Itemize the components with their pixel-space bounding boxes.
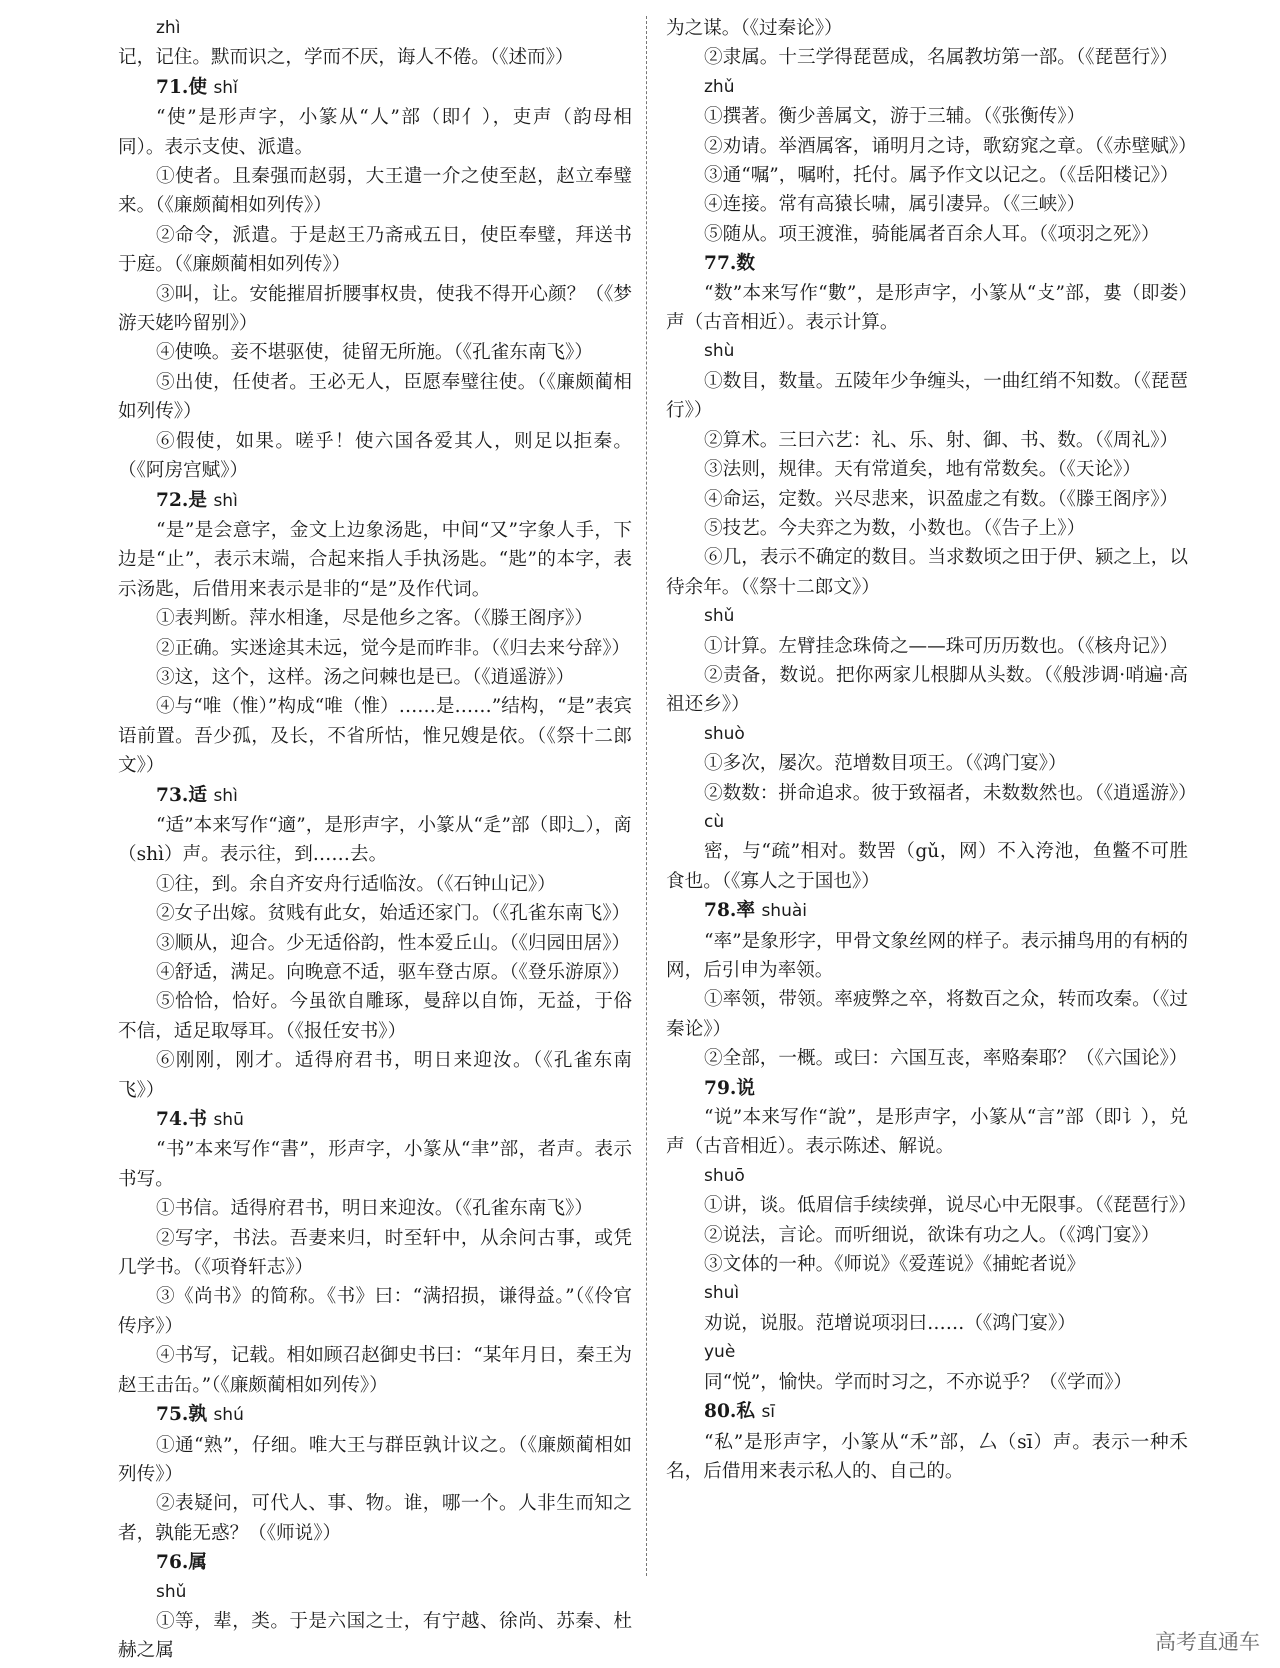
definition-line: ①等，辈，类。于是六国之士，有宁越、徐尚、苏秦、杜赫之属 <box>118 1610 632 1662</box>
pinyin-line: zhì <box>156 18 181 38</box>
entry-heading <box>118 1105 632 1135</box>
definition-line: “私”是形声字，小篆从“禾”部，厶（sī）声。表示一种禾名，后借用来表示私人的、自己的。 <box>666 1431 1188 1482</box>
pinyin-line: shuō <box>704 1165 745 1186</box>
definition-line: “是”是会意字，金文上边象汤匙，中间“又”字象人手，下边是“止”，表示末端，合起来指人手执汤匙。“匙”的本字，表示汤匙，后借用来表示是非的“是”及作代词。 <box>118 519 632 600</box>
definition-line: ④舒适，满足。向晚意不适，驱车登古原。（《登乐游原》） <box>156 962 631 983</box>
definition-line: ⑤随从。项王渡淮，骑能属者百余人耳。（《项羽之死》） <box>704 223 1160 245</box>
entry-heading <box>666 1074 1188 1103</box>
definition-line: ①数目，数量。五陵年少争缠头，一曲红绡不知数。（《琵琶行》） <box>666 370 1188 422</box>
column-divider <box>646 16 647 1576</box>
definition-line: ②写字，书法。吾妻来归，时至轩中，从余问古事，或凭几学书。（《项脊轩志》） <box>118 1227 632 1279</box>
pinyin-line: shǔ <box>704 606 735 627</box>
entry-heading <box>666 249 1188 278</box>
definition-line: ①撰著。衡少善属文，游于三辅。（《张衡传》） <box>704 106 1086 128</box>
entry-number-char: 71.使 <box>156 76 207 98</box>
definition-line: “书”本来写作“書”，形声字，小篆从“聿”部，者声。表示书写。 <box>118 1139 632 1190</box>
definition-line: ①使者。且秦强而赵弱，大王遣一介之使至赵，赵立奉璧来。（《廉颇蔺相如列传》） <box>118 166 632 217</box>
entry-pinyin: shì <box>213 490 238 511</box>
definition-line: “率”是象形字，甲骨文象丝网的样子。表示捕鸟用的有柄的网，后引申为率领。 <box>666 930 1188 981</box>
definition-line: ④命运，定数。兴尽悲来，识盈虚之有数。（《滕王阁序》） <box>704 488 1179 510</box>
entry-heading <box>666 896 1188 926</box>
definition-line: 密，与“疏”相对。数罟（gǔ，网）不入洿池，鱼鳖不可胜食也。（《寡人之于国也》） <box>666 841 1188 892</box>
entry-number-char: 73.适 <box>156 784 207 806</box>
definition-line: ②说法，言论。而听细说，欲诛有功之人。（《鸿门宴》） <box>704 1224 1160 1246</box>
entry-heading <box>666 1397 1188 1427</box>
definition-line: “数”本来写作“數”，是形声字，小篆从“攴”部，婁（即娄）声（古音相近）。表示计算。 <box>666 282 1188 334</box>
definition-line: ④连接。常有高猿长啸，属引凄异。（《三峡》） <box>704 194 1086 216</box>
pinyin-line: zhǔ <box>704 76 735 97</box>
definition-line: ④与“唯（惟）”构成“唯（惟）……是……”结构，“是”表宾语前置。吾少孤，及长，不省所怙，惟兄嫂是依。（《祭十二郎文》） <box>118 696 632 777</box>
definition-line: ④书写，记载。相如顾召赵御史书曰：“某年月日，秦王为赵王击缶。”（《廉颇蔺相如列传》） <box>118 1345 632 1396</box>
definition-line: ③这，这个，这样。汤之问棘也是已。（《逍遥游》） <box>156 666 575 688</box>
definition-line: 为之谋。（《过秦论》） <box>666 18 843 39</box>
definition-line: ②数数：拼命追求。彼于致福者，未数数然也。（《逍遥游》） <box>704 782 1197 804</box>
entry-number-char: 75.孰 <box>156 1404 207 1426</box>
entry-number-char: 76.属 <box>156 1552 207 1574</box>
definition-line: ⑤恰恰，恰好。今虽欲自雕琢，曼辞以自饰，无益，于俗不信，适足取辱耳。（《报任安书》） <box>118 991 632 1042</box>
definition-line: ①通“熟”，仔细。唯大王与群臣孰计议之。（《廉颇蔺相如列传》） <box>118 1434 632 1485</box>
definition-line: ②正确。实迷途其未远，觉今是而昨非。（《归去来兮辞》） <box>156 637 631 659</box>
definition-line: ①往，到。余自齐安舟行适临汝。（《石钟山记》） <box>156 873 556 895</box>
definition-line: ①表判断。萍水相逢，尽是他乡之客。（《滕王阁序》） <box>156 608 593 630</box>
definition-line: 劝说，说服。范增说项羽曰……（《鸿门宴》） <box>704 1312 1076 1334</box>
definition-line: ①率领，带领。率疲弊之卒，将数百之众，转而攻秦。（《过秦论》） <box>666 989 1188 1040</box>
definition-line: ②表疑问，可代人、事、物。谁，哪一个。人非生而知之者，孰能无惑？（《师说》） <box>118 1493 632 1544</box>
entry-number-char: 78.率 <box>704 900 755 922</box>
definition-line: ①计算。左臂挂念珠倚之——珠可历历数也。（《核舟记》） <box>704 635 1179 657</box>
definition-line: ⑥刚刚，刚才。适得府君书，明日来迎汝。（《孔雀东南飞》） <box>118 1050 632 1101</box>
definition-line: ②责备，数说。把你两家儿根脚从头数。（《般涉调·哨遍·高祖还乡》） <box>666 664 1188 716</box>
left-column <box>118 14 632 1666</box>
right-column <box>666 14 1197 1486</box>
pinyin-line: shuò <box>704 723 745 744</box>
entry-heading <box>118 1548 632 1577</box>
entry-number-char: 77.数 <box>704 253 755 275</box>
pinyin-line: yuè <box>704 1342 736 1363</box>
entry-pinyin: shú <box>213 1405 244 1426</box>
definition-line: ①书信。适得府君书，明日来迎汝。（《孔雀东南飞》） <box>156 1198 593 1220</box>
definition-line: ③通“嘱”，嘱咐，托付。属予作文以记之。（《岳阳楼记》） <box>704 165 1179 187</box>
definition-line: ②全部，一概。或曰：六国互丧，率赂秦耶？（《六国论》） <box>704 1048 1188 1070</box>
entry-number-char: 79.说 <box>704 1077 755 1099</box>
definition-line: ⑥几，表示不确定的数目。当求数顷之田于伊、颍之上，以待余年。（《祭十二郎文》） <box>666 547 1188 598</box>
definition-line: 同“悦”，愉快。学而时习之，不亦说乎？（《学而》） <box>704 1371 1133 1393</box>
entry-number-char: 80.私 <box>704 1401 755 1423</box>
definition-line: ②算术。三曰六艺：礼、乐、射、御、书、数。（《周礼》） <box>704 429 1179 451</box>
definition-line: ②女子出嫁。贫贱有此女，始适还家门。（《孔雀东南飞》） <box>156 903 631 925</box>
definition-line: ⑥假使，如果。嗟乎！使六国各爱其人，则足以拒秦。（《阿房宫赋》） <box>118 430 632 482</box>
definition-line: ①多次，屡次。范增数目项王。（《鸿门宴》） <box>704 753 1067 775</box>
pinyin-line: shǔ <box>156 1581 187 1602</box>
definition-line: “说”本来写作“說”，是形声字，小篆从“言”部（即讠），兑声（古音相近）。表示陈述、解说。 <box>666 1107 1188 1158</box>
definition-line: ①讲，谈。低眉信手续续弹，说尽心中无限事。（《琵琶行》） <box>704 1195 1197 1217</box>
definition-line: ④使唤。妾不堪驱使，徒留无所施。（《孔雀东南飞》） <box>156 342 593 364</box>
definition-line: ②劝请。举酒属客，诵明月之诗，歌窈窕之章。（《赤壁赋》） <box>704 135 1197 157</box>
brand-watermark: 高考直通车 <box>1155 1630 1260 1654</box>
pinyin-line: cù <box>704 811 725 832</box>
definition-line: 记，记住。默而识之，学而不厌，诲人不倦。（《述而》） <box>118 47 574 69</box>
definition-line: ⑤技艺。今夫弈之为数，小数也。（《告子上》） <box>704 517 1086 539</box>
entry-pinyin: shuài <box>761 901 807 922</box>
pinyin-line: shù <box>704 341 735 362</box>
definition-line: ⑤出使，任使者。王必无人，臣愿奉璧往使。（《廉颇蔺相如列传》） <box>118 371 632 423</box>
definition-line: “使”是形声字，小篆从“人”部（即亻），吏声（韵母相同）。表示支使、派遣。 <box>118 107 632 158</box>
definition-line: ③文体的一种。《师说》《爱莲说》《捕蛇者说》 <box>704 1254 1086 1276</box>
entry-number-char: 74.书 <box>156 1109 207 1131</box>
entry-number-char: 72.是 <box>156 489 207 511</box>
entry-heading <box>118 486 632 516</box>
definition-line: ②命令，派遣。于是赵王乃斋戒五日，使臣奉璧，拜送书于庭。（《廉颇蔺相如列传》） <box>118 224 632 276</box>
entry-pinyin: shǐ <box>213 77 238 98</box>
definition-line: ③法则，规律。天有常道矣，地有常数矣。（《天论》） <box>704 459 1141 481</box>
entry-pinyin: shū <box>213 1110 244 1131</box>
definition-line: ③《尚书》的简称。《书》曰：“满招损，谦得益。”（《伶官传序》） <box>118 1286 632 1337</box>
definition-line: ③顺从，迎合。少无适俗韵，性本爱丘山。（《归园田居》） <box>156 932 631 954</box>
entry-pinyin: sī <box>761 1402 776 1423</box>
entry-heading <box>118 73 632 103</box>
entry-pinyin: shì <box>213 785 238 806</box>
entry-heading <box>118 1400 632 1430</box>
definition-line: “适”本来写作“適”，是形声字，小篆从“辵”部（即辶），啇（shì）声。表示往，到……去。 <box>118 814 632 866</box>
definition-line: ③叫，让。安能摧眉折腰事权贵，使我不得开心颜？（《梦游天姥吟留别》） <box>118 283 632 335</box>
pinyin-line: shuì <box>704 1283 740 1304</box>
definition-line: ②隶属。十三学得琵琶成，名属教坊第一部。（《琵琶行》） <box>704 47 1179 69</box>
entry-heading <box>118 781 632 811</box>
